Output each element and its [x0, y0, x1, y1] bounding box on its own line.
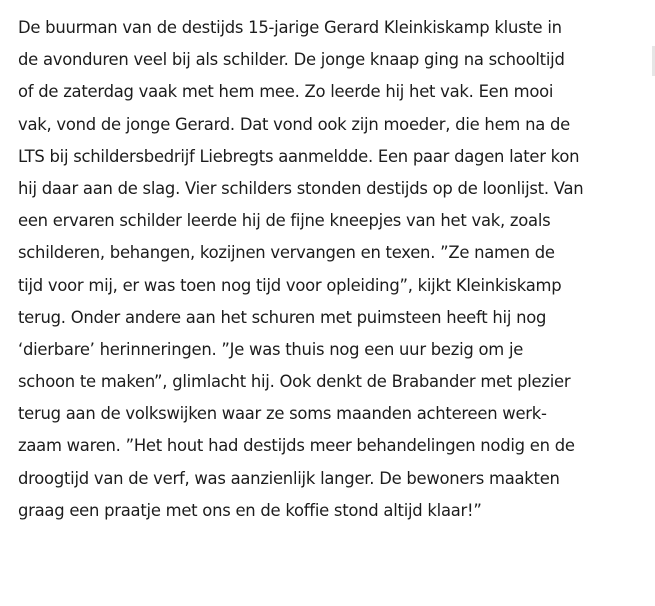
text-line: terug. Onder andere aan het schuren met puimsteen heeft hij nog: [18, 307, 547, 327]
text-line: graag een praatje met ons en de koffie stond altijd klaar!”: [18, 500, 482, 520]
text-line: LTS bij schildersbedrijf Liebregts aanmeldde. Een paar dagen later kon: [18, 146, 580, 166]
text-line: of de zaterdag vaak met hem mee. Zo leerde hij het vak. Een mooi: [18, 82, 554, 102]
text-line: tijd voor mij, er was toen nog tijd voor opleiding”, kijkt Kleinkiskamp: [18, 275, 562, 295]
text-line: zaam waren. ”Het hout had destijds meer behandelingen nodig en de: [18, 436, 575, 456]
text-line: schoon te maken”, glimlacht hij. Ook denkt de Brabander met plezier: [18, 372, 571, 392]
text-line: terug aan de volkswijken waar ze soms maanden achtereen werk-: [18, 404, 547, 424]
text-line: hij daar aan de slag. Vier schilders stonden destijds op de loonlijst. Van: [18, 178, 584, 198]
article-paragraph: [18, 12, 648, 527]
text-line: ‘dierbare’ herinneringen. ”Je was thuis nog een uur bezig om je: [18, 339, 524, 359]
text-line: schilderen, behangen, kozijnen vervangen en texen. ”Ze namen de: [18, 243, 555, 263]
text-line: De buurman van de destijds 15-jarige Gerard Kleinkiskamp kluste in: [18, 18, 562, 37]
text-line: droogtijd van de verf, was aanzienlijk langer. De bewoners maakten: [18, 468, 560, 488]
text-line: de avonduren veel bij als schilder. De jonge knaap ging na schooltijd: [18, 50, 565, 70]
text-line: vak, vond de jonge Gerard. Dat vond ook zijn moeder, die hem na de: [18, 114, 570, 134]
text-line: een ervaren schilder leerde hij de fijne kneepjes van het vak, zoals: [18, 211, 551, 231]
